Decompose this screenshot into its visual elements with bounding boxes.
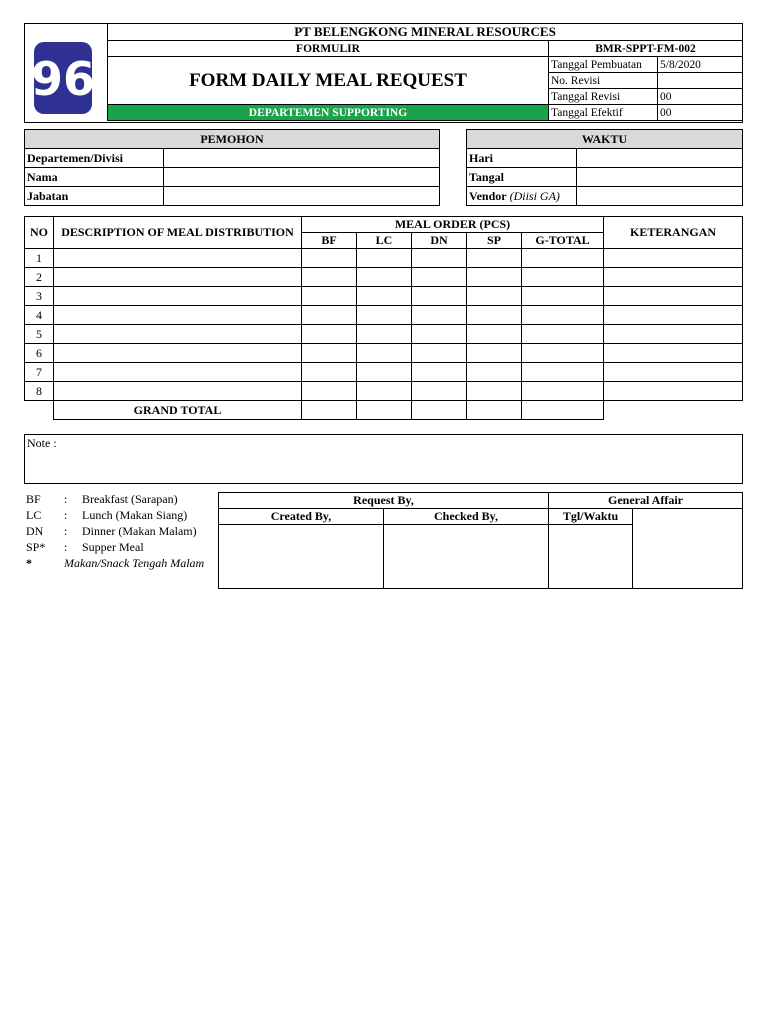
lc-cell[interactable] (357, 382, 412, 401)
legend-item (26, 507, 204, 523)
keterangan-header: KETERANGAN (604, 217, 743, 249)
row-number: 1 (25, 249, 54, 268)
description-cell[interactable] (54, 306, 302, 325)
bf-cell[interactable] (302, 344, 357, 363)
row-number: 4 (25, 306, 54, 325)
gtotal-cell[interactable] (522, 287, 604, 306)
grand-total-bf[interactable] (302, 401, 357, 420)
dn-cell[interactable] (412, 363, 467, 382)
legend-sep: : (64, 508, 68, 522)
sp-header: SP (467, 233, 522, 249)
description-header: DESCRIPTION OF MEAL DISTRIBUTION (54, 217, 302, 249)
legend-item (26, 491, 204, 507)
meta-value: 00 (658, 105, 743, 121)
no-header: NO (25, 217, 54, 249)
bf-cell[interactable] (302, 325, 357, 344)
checked-by-sign-field[interactable] (384, 525, 549, 589)
pemohon-label: Jabatan (25, 187, 164, 206)
lc-cell[interactable] (357, 344, 412, 363)
grand-total-blank (604, 401, 743, 420)
description-cell[interactable] (54, 325, 302, 344)
sp-cell[interactable] (467, 344, 522, 363)
lc-cell[interactable] (357, 287, 412, 306)
meal-legend (26, 491, 204, 571)
meta-label: Tanggal Revisi (549, 89, 658, 105)
lc-cell[interactable] (357, 249, 412, 268)
meal-row (25, 382, 743, 401)
header-table (107, 23, 743, 121)
meal-order-header: MEAL ORDER (PCS) (302, 217, 604, 233)
dn-cell[interactable] (412, 344, 467, 363)
row-number: 2 (25, 268, 54, 287)
created-by-header: Created By, (219, 509, 384, 525)
sp-cell[interactable] (467, 249, 522, 268)
keterangan-cell[interactable] (604, 287, 743, 306)
pemohon-label: Nama (25, 168, 164, 187)
row-number: 6 (25, 344, 54, 363)
legend-text: Dinner (Makan Malam) (82, 524, 197, 538)
footnote-key: * (26, 556, 32, 570)
waktu-title: WAKTU (467, 130, 743, 149)
legend-key: DN (26, 524, 44, 538)
jabatan-field[interactable] (164, 187, 440, 206)
footnote-text: Makan/Snack Tengah Malam (64, 556, 205, 570)
note-box[interactable] (24, 434, 743, 484)
bf-cell[interactable] (302, 268, 357, 287)
description-cell[interactable] (54, 363, 302, 382)
description-cell[interactable] (54, 382, 302, 401)
vendor-field[interactable] (577, 187, 743, 206)
lc-cell[interactable] (357, 363, 412, 382)
signature-table (218, 492, 743, 589)
lc-header: LC (357, 233, 412, 249)
legend-sep: : (64, 524, 68, 538)
bf-cell[interactable] (302, 363, 357, 382)
note-label: Note : (27, 436, 57, 450)
waktu-label: Tangal (467, 168, 577, 187)
general-affair-sign-field[interactable] (633, 509, 743, 589)
formulir-label: FORMULIR (108, 41, 549, 57)
waktu-label: Hari (467, 149, 577, 168)
document-code: BMR-SPPT-FM-002 (549, 41, 743, 57)
hari-field[interactable] (577, 149, 743, 168)
bf-cell[interactable] (302, 287, 357, 306)
description-cell[interactable] (54, 344, 302, 363)
bf-cell[interactable] (302, 306, 357, 325)
gtotal-cell[interactable] (522, 363, 604, 382)
legend-key: BF (26, 492, 41, 506)
gtotal-cell[interactable] (522, 306, 604, 325)
meal-row (25, 363, 743, 382)
legend-key: SP* (26, 540, 46, 554)
legend-text: Supper Meal (82, 540, 144, 554)
bf-cell[interactable] (302, 382, 357, 401)
legend-text: Lunch (Makan Siang) (82, 508, 188, 522)
checked-by-header: Checked By, (384, 509, 549, 525)
keterangan-cell[interactable] (604, 306, 743, 325)
pemohon-table (24, 129, 440, 206)
legend-key: LC (26, 508, 42, 522)
sp-cell[interactable] (467, 306, 522, 325)
meta-label: Tanggal Pembuatan (549, 57, 658, 73)
bf-cell[interactable] (302, 249, 357, 268)
row-number: 8 (25, 382, 54, 401)
tangal-field[interactable] (577, 168, 743, 187)
grand-total-label: GRAND TOTAL (54, 401, 302, 420)
grand-total-sp[interactable] (467, 401, 522, 420)
grand-total-gtotal[interactable] (522, 401, 604, 420)
dn-cell[interactable] (412, 382, 467, 401)
gtotal-cell[interactable] (522, 325, 604, 344)
meta-label: Tanggal Efektif (549, 105, 658, 121)
keterangan-cell[interactable] (604, 382, 743, 401)
legend-item (26, 539, 204, 555)
keterangan-cell[interactable] (604, 249, 743, 268)
meta-value: 5/8/2020 (658, 57, 743, 73)
meta-value (658, 73, 743, 89)
sp-cell[interactable] (467, 287, 522, 306)
g-total-header: G-TOTAL (522, 233, 604, 249)
gtotal-cell[interactable] (522, 382, 604, 401)
logo-glyph: 96 (30, 52, 96, 106)
description-cell[interactable] (54, 249, 302, 268)
sp-cell[interactable] (467, 325, 522, 344)
legend-item (26, 523, 204, 539)
grand-total-dn[interactable] (412, 401, 467, 420)
row-number: 7 (25, 363, 54, 382)
legend-sep: : (64, 492, 68, 506)
created-by-sign-field[interactable] (219, 525, 384, 589)
pemohon-title: PEMOHON (25, 130, 440, 149)
company-name: PT BELENGKONG MINERAL RESOURCES (108, 24, 743, 41)
meta-value: 00 (658, 89, 743, 105)
gtotal-cell[interactable] (522, 249, 604, 268)
meta-label: No. Revisi (549, 73, 658, 89)
request-by-header: Request By, (219, 493, 549, 509)
description-cell[interactable] (54, 268, 302, 287)
meal-row (25, 287, 743, 306)
meal-row (25, 325, 743, 344)
dn-cell[interactable] (412, 268, 467, 287)
pemohon-label: Departemen/Divisi (25, 149, 164, 168)
keterangan-cell[interactable] (604, 325, 743, 344)
tgl-waktu-header: Tgl/Waktu (549, 509, 633, 525)
grand-total-spacer (25, 401, 54, 420)
lc-cell[interactable] (357, 306, 412, 325)
meal-row (25, 306, 743, 325)
dn-cell[interactable] (412, 306, 467, 325)
meal-order-table (24, 216, 743, 420)
meal-row (25, 249, 743, 268)
gtotal-cell[interactable] (522, 268, 604, 287)
keterangan-cell[interactable] (604, 268, 743, 287)
row-number: 5 (25, 325, 54, 344)
legend-text: Breakfast (Sarapan) (82, 492, 178, 506)
departemen-field[interactable] (164, 149, 440, 168)
vendor-note: (Diisi GA) (509, 188, 560, 203)
waktu-table (466, 129, 743, 206)
keterangan-cell[interactable] (604, 344, 743, 363)
legend-footnote (26, 555, 204, 571)
dn-cell[interactable] (412, 249, 467, 268)
sp-cell[interactable] (467, 268, 522, 287)
dn-cell[interactable] (412, 287, 467, 306)
waktu-label: Vendor (469, 188, 507, 203)
meal-row (25, 268, 743, 287)
sp-cell[interactable] (467, 382, 522, 401)
tgl-waktu-field[interactable] (549, 525, 633, 589)
bf-header: BF (302, 233, 357, 249)
keterangan-cell[interactable] (604, 363, 743, 382)
dn-cell[interactable] (412, 325, 467, 344)
department-banner: DEPARTEMEN SUPPORTING (108, 105, 549, 121)
description-cell[interactable] (54, 287, 302, 306)
meal-row (25, 344, 743, 363)
nama-field[interactable] (164, 168, 440, 187)
vendor-label-cell (467, 187, 577, 206)
lc-cell[interactable] (357, 268, 412, 287)
general-affair-header: General Affair (549, 493, 743, 509)
grand-total-lc[interactable] (357, 401, 412, 420)
gtotal-cell[interactable] (522, 344, 604, 363)
form-title: FORM DAILY MEAL REQUEST (108, 57, 549, 105)
sp-cell[interactable] (467, 363, 522, 382)
row-number: 3 (25, 287, 54, 306)
lc-cell[interactable] (357, 325, 412, 344)
company-logo (26, 24, 106, 121)
dn-header: DN (412, 233, 467, 249)
legend-sep: : (64, 540, 68, 554)
